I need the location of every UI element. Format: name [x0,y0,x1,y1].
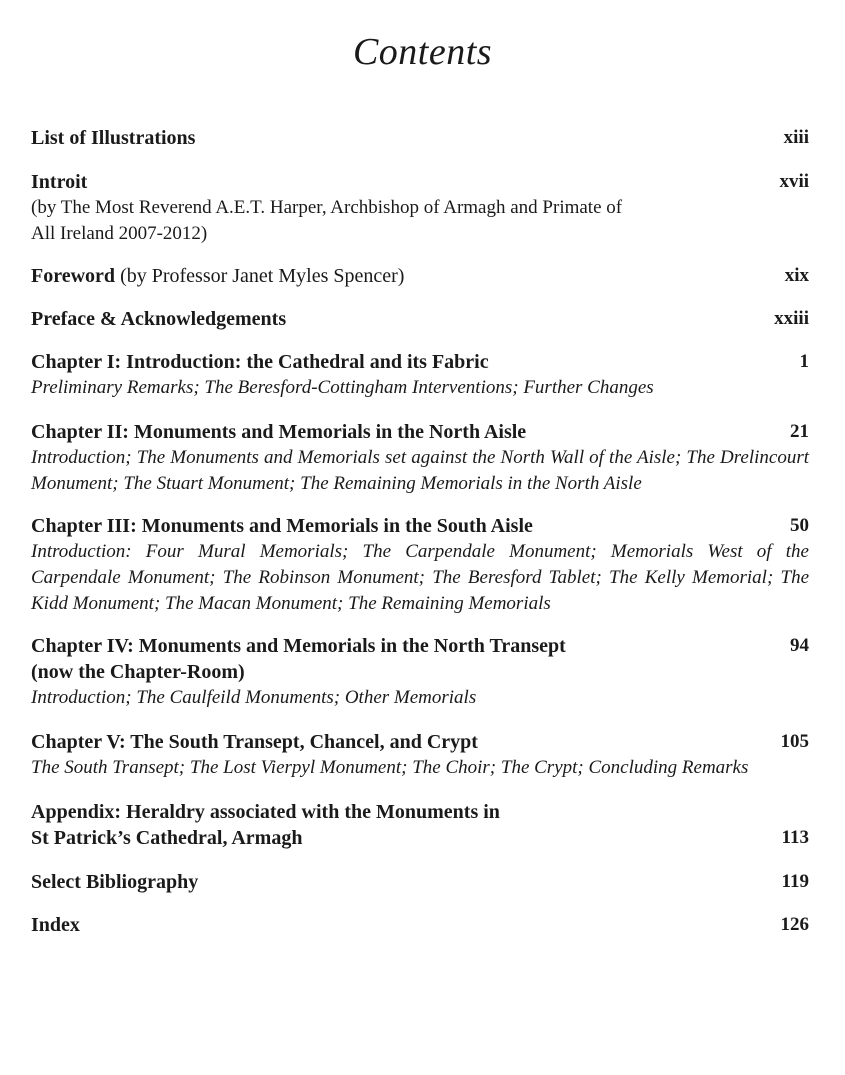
entry-title: Chapter III: Monuments and Memorials in the South Aisle [31,515,533,537]
entry-subtitle: Preliminary Remarks; The Beresford-Cottingham Interventions; Further Changes [31,377,654,398]
entry-title-line-2: St Patrick’s Cathedral, Armagh [31,827,303,849]
entry-page-number: xxiii [774,308,809,329]
entry-title: List of Illustrations [31,127,196,149]
entry-title: Preface & Acknowledgements [31,308,287,330]
entry-title: Introit [31,171,88,193]
entry-title: Chapter V: The South Transept, Chancel, and Crypt [31,731,478,753]
entry-title: Index [31,914,80,936]
entry-subtitle: Introduction; The Monuments and Memorials set against the North Wall of the Aisle; The Drelincourt Monument; The Stuart Monument; The Remaining Memorials in the North Aisle [31,447,809,494]
toc-entry-introit[interactable] [31,169,809,247]
toc-entry-index[interactable] [31,912,809,938]
toc-entry-chapter-2[interactable] [31,419,809,497]
toc-entry-chapter-4[interactable] [31,633,809,711]
entry-page-number: 119 [781,871,809,892]
entry-title: Chapter I: Introduction: the Cathedral and its Fabric [31,351,489,373]
entry-subtitle: The South Transept; The Lost Vierpyl Monument; The Choir; The Crypt; Concluding Remarks [31,757,749,778]
entry-page-number: xix [784,265,809,286]
toc-entry-bibliography[interactable] [31,869,809,895]
entry-title-note: (by Professor Janet Myles Spencer) [115,265,405,287]
entry-title: Chapter IV: Monuments and Memorials in the North Transept [31,635,566,657]
toc-entry-list-of-illustrations[interactable] [31,125,809,151]
entry-page-number: 94 [790,635,809,656]
entry-page-number: 21 [790,421,809,442]
entry-page-number: xiii [783,127,809,148]
toc-entry-chapter-1[interactable] [31,349,809,401]
toc-entry-chapter-5[interactable] [31,729,809,781]
entry-subtitle: Introduction; The Caulfeild Monuments; Other Memorials [31,687,477,708]
toc-entry-preface[interactable] [31,306,809,332]
table-of-contents [31,125,809,938]
entry-page-number: 50 [790,515,809,536]
page-title: Contents [352,31,493,73]
entry-page-number: 105 [780,731,809,752]
entry-title-line-2: (now the Chapter-Room) [31,661,245,683]
entry-subtitle: (by The Most Reverend A.E.T. Harper, Archbishop of Armagh and Primate of All Ireland 2007-2012) [31,197,623,244]
entry-title: Select Bibliography [31,871,199,893]
toc-entry-chapter-3[interactable] [31,513,809,617]
entry-title: Chapter II: Monuments and Memorials in the North Aisle [31,421,527,443]
entry-page-number: 113 [781,827,809,848]
toc-entry-foreword[interactable] [31,263,809,289]
entry-page-number: 126 [780,914,809,935]
entry-page-number: 1 [799,351,809,372]
entry-title: Appendix: Heraldry associated with the Monuments in [31,801,500,823]
toc-entry-appendix[interactable] [31,799,809,851]
entry-page-number: xvii [779,171,809,192]
entry-subtitle: Introduction: Four Mural Memorials; The Carpendale Monument; Memorials West of the Carpendale Monument; The Robinson Monument; The Beresford Tablet; The Kelly Memorial; The Kidd Monument; The Macan Monument; The Remaining Memorials [31,541,809,614]
entry-title: Foreword [31,265,116,287]
